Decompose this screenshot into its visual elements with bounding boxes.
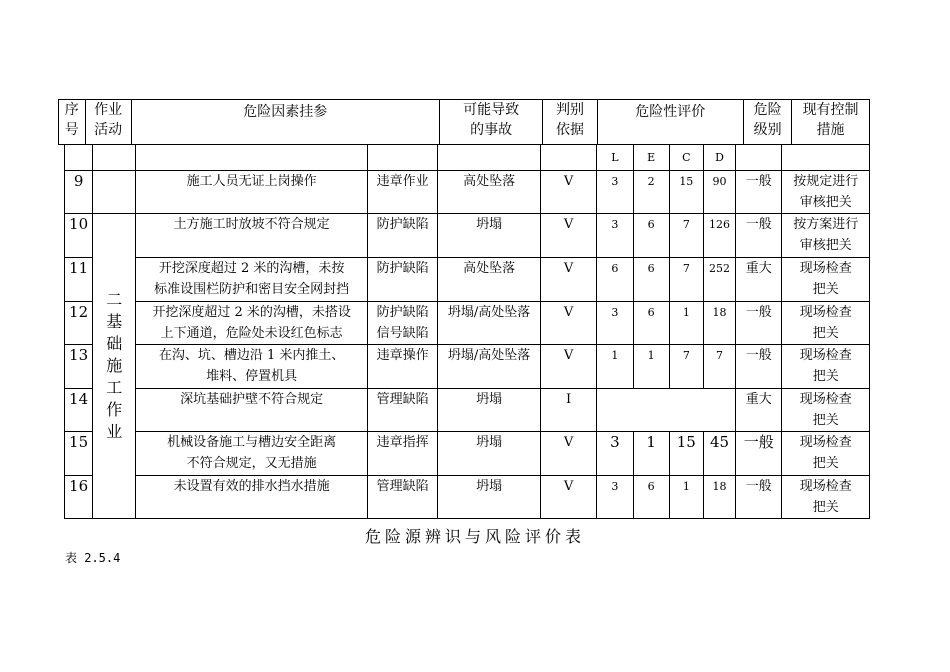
row-cause: 违章作业	[367, 171, 437, 214]
row-l: 1	[597, 345, 633, 389]
header-seq: 序 号	[59, 100, 86, 145]
row-e: 6	[633, 258, 669, 302]
header-table	[58, 99, 870, 145]
row-cause: 防护缺陷	[367, 214, 437, 258]
row-level: 一般	[736, 345, 782, 389]
row-d: 252	[703, 258, 735, 302]
lecd-l: L	[597, 145, 633, 171]
row-hazard: 土方施工时放坡不符合规定	[136, 214, 367, 258]
row-basis: V	[540, 258, 596, 302]
row-seq: 16	[65, 476, 93, 519]
row-basis: V	[540, 214, 596, 258]
lecd-e: E	[633, 145, 669, 171]
header-level: 危险 级别	[744, 100, 792, 145]
row-accident: 高处坠落	[438, 258, 541, 302]
header-hazard: 危险因素挂参	[131, 100, 439, 145]
row-e: 6	[633, 302, 669, 345]
row-d: 18	[703, 476, 735, 519]
row-l: 3	[597, 476, 633, 519]
row-c: 7	[669, 345, 703, 389]
row-e: 6	[633, 476, 669, 519]
row-hazard: 开挖深度超过 2 米的沟槽，未搭设 上下通道，危险处未设红色标志	[136, 302, 367, 345]
header-basis: 判别 依据	[543, 100, 597, 145]
row-c: 15	[669, 171, 703, 214]
row-hazard: 开挖深度超过 2 米的沟槽，未按 标准设围栏防护和密目安全网封挡	[136, 258, 367, 302]
row-c: 15	[669, 432, 703, 476]
lecd-c: C	[669, 145, 703, 171]
hazard-table	[64, 144, 870, 519]
row-d: 45	[703, 432, 735, 476]
row-basis: V	[540, 171, 596, 214]
row-control: 按规定进行 审核把关	[782, 171, 870, 214]
row-lecd-empty	[597, 389, 736, 432]
row-d: 90	[703, 171, 735, 214]
row-d: 18	[703, 302, 735, 345]
row-basis: I	[540, 389, 596, 432]
row-e: 2	[633, 171, 669, 214]
row-seq: 12	[65, 302, 93, 345]
row-accident: 坍塌	[438, 389, 541, 432]
row-seq: 10	[65, 214, 93, 258]
row-c: 1	[669, 476, 703, 519]
row-level: 一般	[736, 476, 782, 519]
row-hazard: 施工人员无证上岗操作	[136, 171, 367, 214]
row-seq: 11	[65, 258, 93, 302]
row-basis: V	[540, 345, 596, 389]
row-control: 现场检查 把关	[782, 258, 870, 302]
header-control: 现有控制 措施	[792, 100, 870, 145]
row-basis: V	[540, 302, 596, 345]
row-accident: 坍塌/高处坠落	[438, 302, 541, 345]
table-row	[65, 345, 870, 389]
row-control: 现场检查 把关	[782, 345, 870, 389]
row-level: 重大	[736, 258, 782, 302]
header-activity: 作业 活动	[85, 100, 131, 145]
row-e: 6	[633, 214, 669, 258]
lecd-row	[65, 145, 870, 171]
row-hazard: 在沟、坑、槽边沿 1 米内推土、 堆料、停置机具	[136, 345, 367, 389]
row-accident: 坍塌	[438, 476, 541, 519]
row-control: 现场检查 把关	[782, 389, 870, 432]
row-hazard: 未设置有效的排水挡水措施	[136, 476, 367, 519]
row-seq: 9	[65, 171, 93, 214]
row-level: 重大	[736, 389, 782, 432]
table-row	[65, 302, 870, 345]
row-cause: 防护缺陷 信号缺陷	[367, 302, 437, 345]
row-cause: 防护缺陷	[367, 258, 437, 302]
row-l: 3	[597, 302, 633, 345]
row-e: 1	[633, 432, 669, 476]
row-level: 一般	[736, 214, 782, 258]
row-e: 1	[633, 345, 669, 389]
row-l: 3	[597, 432, 633, 476]
row-hazard: 深坑基础护壁不符合规定	[136, 389, 367, 432]
row-c: 7	[669, 214, 703, 258]
row-c: 7	[669, 258, 703, 302]
row-accident: 高处坠落	[438, 171, 541, 214]
row-control: 现场检查 把关	[782, 302, 870, 345]
row-control: 现场检查 把关	[782, 432, 870, 476]
header-accident: 可能导致 的事故	[439, 100, 542, 145]
row-cause: 管理缺陷	[367, 389, 437, 432]
row-d: 7	[703, 345, 735, 389]
table-row	[65, 476, 870, 519]
table-row	[65, 389, 870, 432]
activity-group-cell: 二 基 础 施 工 作 业	[93, 214, 136, 519]
row-d: 126	[703, 214, 735, 258]
row-seq: 13	[65, 345, 93, 389]
row-control: 按方案进行 审核把关	[782, 214, 870, 258]
row-basis: V	[540, 476, 596, 519]
row-control: 现场检查 把关	[782, 476, 870, 519]
lecd-d: D	[703, 145, 735, 171]
header-evaluation: 危险性评价	[597, 100, 743, 145]
table-row	[65, 171, 870, 214]
row-level: 一般	[736, 432, 782, 476]
row-basis: V	[540, 432, 596, 476]
row-cause: 管理缺陷	[367, 476, 437, 519]
table-number: 表 2.5.4	[65, 551, 121, 565]
row-l: 6	[597, 258, 633, 302]
row-cause: 违章指挥	[367, 432, 437, 476]
table-row	[65, 258, 870, 302]
row-c: 1	[669, 302, 703, 345]
row-accident: 坍塌/高处坠落	[438, 345, 541, 389]
row-hazard: 机械设备施工与槽边安全距离 不符合规定，又无措施	[136, 432, 367, 476]
row-l: 3	[597, 214, 633, 258]
table-row	[65, 214, 870, 258]
row-seq: 14	[65, 389, 93, 432]
row-accident: 坍塌	[438, 432, 541, 476]
row-level: 一般	[736, 302, 782, 345]
row-cause: 违章操作	[367, 345, 437, 389]
page-title: 危险源辨识与风险评价表	[364, 527, 585, 546]
row-seq: 15	[65, 432, 93, 476]
table-row	[65, 432, 870, 476]
row-accident: 坍塌	[438, 214, 541, 258]
row-l: 3	[597, 171, 633, 214]
row-level: 一般	[736, 171, 782, 214]
